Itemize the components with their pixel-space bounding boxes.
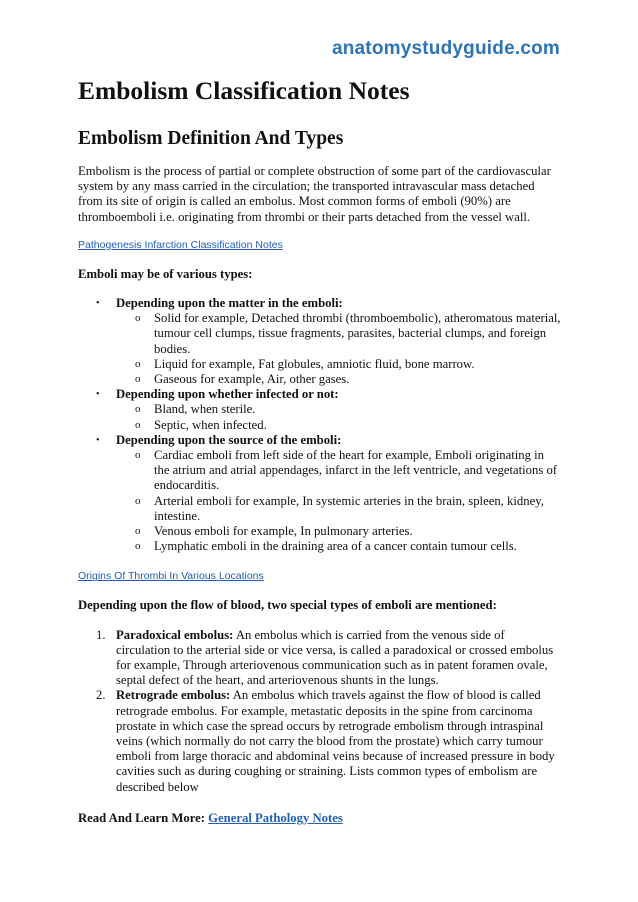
list-item: o Gaseous for example, Air, other gases.: [135, 372, 350, 387]
circle-bullet-icon: o: [135, 373, 141, 386]
link-pathogenesis-infarction[interactable]: Pathogenesis Infarction Classification Notes: [78, 238, 283, 251]
intro-paragraph: Embolism is the process of partial or complete obstruction of some part of the cardiovascular system by any mass carried in the circulation; the transported intravascular mass detached from its site of origin is called an embolus. Most common forms of emboli (90%) are thromboemboli i.e. originating from thrombi or their parts detached from the vessel wall.: [78, 163, 551, 224]
item-text: An embolus which travels against the flow of blood is called retrograde embolus. For example, metastatic deposits in the spine from carcinoma prostate in which case the spread occurs by retrograde embolism through intraspinal veins (which normally do not carry the blood from the prostate) which carry tumour emboli from large thoracic and abdominal veins because of increased pressure in body cavities such as during coughing or straining. Lists common types of embolism are described below: [116, 688, 555, 794]
circle-bullet-icon: o: [135, 525, 141, 538]
document-body: [78, 76, 562, 826]
circle-bullet-icon: o: [135, 418, 141, 431]
item-term: Paradoxical embolus:: [116, 627, 234, 642]
bullet-icon: •: [96, 389, 100, 401]
list-item: o Liquid for example, Fat globules, amniotic fluid, bone marrow.: [135, 356, 475, 371]
flow-heading: Depending upon the flow of blood, two special types of emboli are mentioned:: [78, 598, 497, 613]
section-heading: Embolism Definition And Types: [78, 127, 344, 149]
type-group-label: Depending upon the matter in the emboli:: [116, 296, 343, 310]
type-group: [96, 387, 562, 433]
link-origins-of-thrombi[interactable]: Origins Of Thrombi In Various Locations: [78, 570, 264, 583]
bullet-icon: •: [96, 434, 100, 446]
item-term: Retrograde embolus:: [116, 688, 231, 703]
special-emboli-list: [78, 628, 562, 795]
list-item: o Cardiac emboli from left side of the heart for example, Emboli originating in the atrium and atrial appendages, infarct in the left ventricle, and vegetations of endocarditis.: [135, 448, 558, 493]
list-item: o Septic, when infected.: [135, 417, 267, 432]
site-name: anatomystudyguide.com: [331, 38, 560, 59]
list-item: o Arterial emboli for example, In systemic arteries in the brain, spleen, kidney, intestine.: [135, 493, 544, 523]
circle-bullet-icon: o: [135, 357, 141, 370]
numbered-item: [96, 688, 562, 794]
numbered-item: [96, 627, 562, 689]
type-group: [96, 296, 562, 387]
circle-bullet-icon: o: [135, 494, 141, 507]
page-title: Embolism Classification Notes: [78, 76, 410, 105]
type-group: [96, 432, 562, 555]
bullet-icon: •: [96, 298, 100, 309]
types-heading: Emboli may be of various types:: [78, 266, 253, 281]
item-text: An embolus which is carried from the venous side of circulation to the arterial side or vice versa, is called a paradoxical or crossed embolus for example, Through arteriovenous communication such as in patent foramen ovale, septal defect of the heart, and arteriovenous shunts in the lungs.: [116, 627, 554, 688]
circle-bullet-icon: o: [135, 449, 141, 462]
item-number: 2.: [96, 688, 106, 703]
link-general-pathology-notes[interactable]: General Pathology Notes: [208, 810, 343, 825]
types-list: [78, 296, 562, 554]
list-item: o Lymphatic emboli in the draining area of a cancer contain tumour cells.: [135, 539, 517, 554]
circle-bullet-icon: o: [135, 312, 141, 325]
read-more: [78, 811, 562, 826]
list-item: o Bland, when sterile.: [135, 402, 256, 417]
item-number: 1.: [96, 627, 106, 642]
list-item: o Solid for example, Detached thrombi (thromboembolic), atheromatous material, tumour cell clumps, tissue fragments, parasites, bacterial clumps, and foreign bodies.: [135, 311, 561, 356]
read-more-label: Read And Learn More:: [78, 810, 205, 825]
list-item: o Venous emboli for example, In pulmonary arteries.: [135, 524, 413, 539]
type-group-label: Depending upon whether infected or not:: [116, 387, 339, 402]
circle-bullet-icon: o: [135, 540, 141, 553]
circle-bullet-icon: o: [135, 403, 141, 416]
type-group-label: Depending upon the source of the emboli:: [116, 432, 342, 447]
